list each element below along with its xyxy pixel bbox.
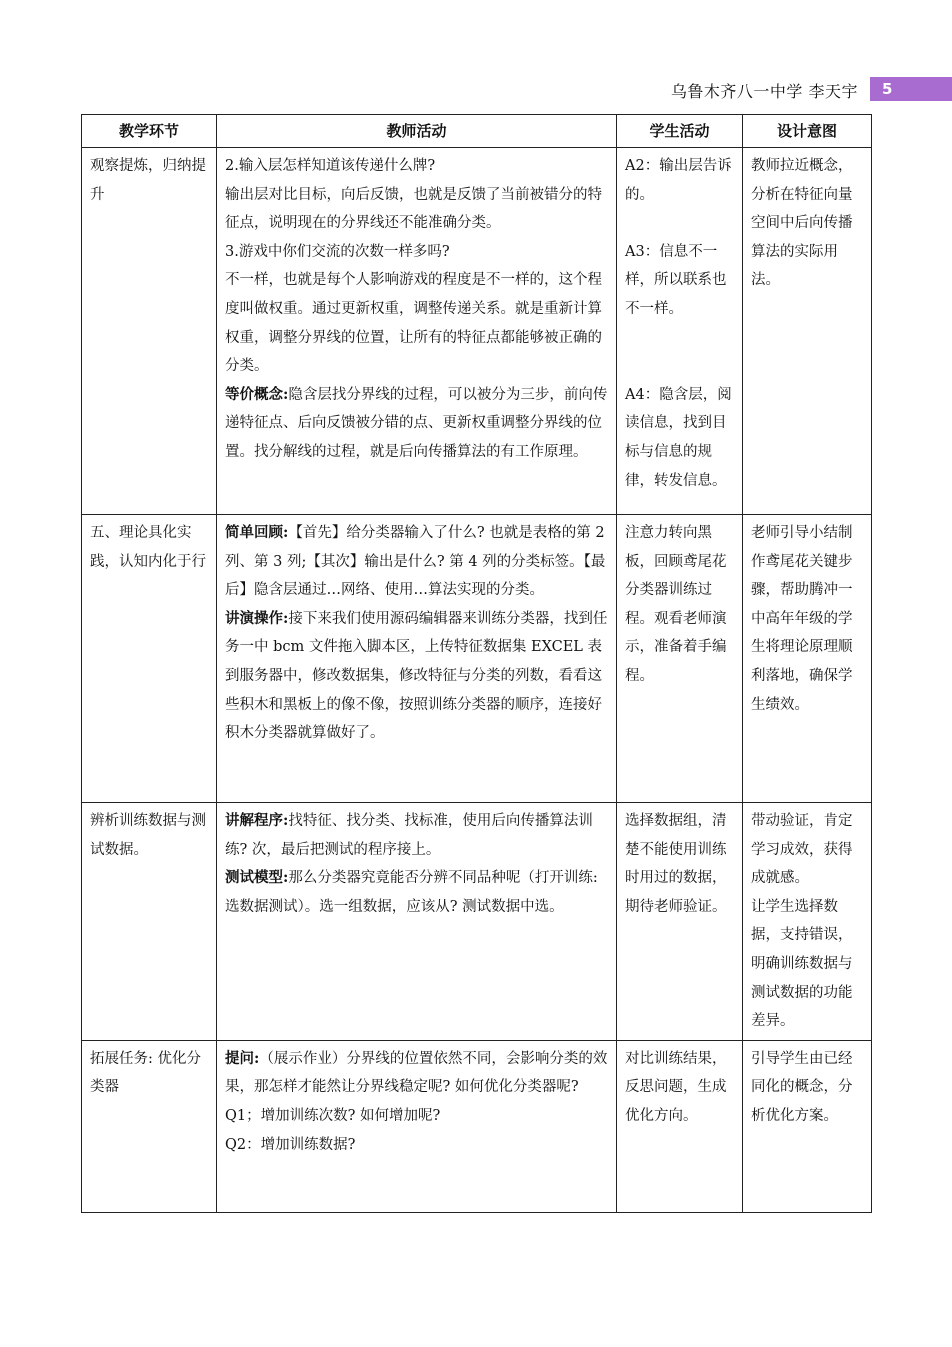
design-paragraph: 老师引导小结制作鸢尾花关键步骤，帮助腾冲一中高年年级的学生将理论原理顺利落地，确保学生绩效。	[751, 525, 853, 713]
teacher-paragraph: 测试模型:那么分类器究竟能否分辨不同品种呢（打开训练: 选数据测试）。选一组数据，应该从? 测试数据中选。	[225, 869, 598, 915]
teacher-paragraph: 不一样，也就是每个人影响游戏的程度是不一样的，这个程度叫做权重。通过更新权重，调整传递关系。就是重新计算权重，调整分界线的位置，让所有的特征点都能够被正确的分类。	[225, 272, 602, 375]
stage-cell: 拓展任务: 优化分类器	[82, 1040, 217, 1212]
student-paragraph: A2：输出层告诉的。	[625, 158, 732, 203]
table-header-row	[82, 115, 872, 148]
student-paragraph: 对比训练结果，反思问题，生成优化方向。	[625, 1050, 727, 1124]
column-header: 设计意图	[743, 115, 872, 148]
design-paragraph: 引导学生由已经同化的概念，分析优化方案。	[751, 1050, 853, 1124]
teacher-paragraph: 讲演操作:接下来我们使用源码编辑器来训练分类器，找到任务一中 bcm 文件拖入脚本区，上传特征数据集 EXCEL 表到服务器中，修改数据集，修改特征与分类的列数，看看这些积木和黑板上的像不像，按照训练分类器的顺序，连接好积木分类器就算做好了。	[225, 609, 608, 742]
design-paragraph: 带动验证，肯定学习成效，获得成就感。	[751, 813, 853, 887]
teacher-paragraph: 提问:（展示作业）分界线的位置依然不同，会影响分类的效果，那怎样才能然让分界线稳定呢? 如何优化分类器呢?	[225, 1049, 608, 1096]
student-paragraph: A4：隐含层，阅读信息，找到目标与信息的规律，转发信息。	[625, 386, 732, 489]
student-paragraph: 注意力转向黑板，回顾鸢尾花分类器训练过程。观看老师演示，准备着手编程。	[625, 525, 727, 684]
header-author: 乌鲁木齐八一中学 李天宇	[670, 82, 858, 101]
teacher-paragraph: 3.游戏中你们交流的次数一样多吗?	[225, 243, 450, 260]
teacher-cell	[217, 515, 617, 803]
student-cell	[617, 148, 743, 515]
table-row	[82, 515, 872, 803]
design-paragraph: 教师拉近概念，分析在特征向量空间中后向传播算法的实际用法。	[751, 158, 853, 289]
teacher-paragraph: 讲解程序:找特征、找分类、找标准，使用后向传播算法训练? 次，最后把测试的程序接上。	[225, 812, 593, 858]
student-spacer	[625, 209, 735, 238]
teacher-paragraph: Q1；增加训练次数? 如何增加呢?	[225, 1107, 441, 1124]
teacher-paragraph: 简单回顾:【首先】给分类器输入了什么? 也就是表格的第 2 列、第 3 列;【其次】输出是什么? 第 4 列的分类标签。【最后】隐含层通过…网络、使用…算法实现的分类。	[225, 524, 606, 599]
table-row	[82, 1040, 872, 1212]
teacher-paragraph: 等价概念:隐含层找分界线的过程，可以被分为三步，前向传递特征点、后向反馈被分错的点、更新权重调整分界线的位置。找分解线的过程，就是后向传播算法的有工作原理。	[225, 385, 608, 460]
table-row	[82, 148, 872, 515]
student-paragraph: 选择数据组，清楚不能使用训练时用过的数据，期待老师验证。	[625, 813, 727, 915]
column-header: 教学环节	[82, 115, 217, 148]
teacher-paragraph: Q2：增加训练数据?	[225, 1136, 356, 1153]
design-cell	[743, 515, 872, 803]
student-cell	[617, 1040, 743, 1212]
student-paragraph: A3：信息不一样，所以联系也不一样。	[625, 243, 727, 317]
column-header: 教师活动	[217, 115, 617, 148]
lesson-plan-table	[81, 114, 872, 1213]
student-cell	[617, 803, 743, 1041]
teacher-cell	[217, 148, 617, 515]
student-spacer	[625, 352, 735, 381]
column-header: 学生活动	[617, 115, 743, 148]
page-header	[0, 77, 952, 103]
table-row	[82, 803, 872, 1041]
teacher-cell	[217, 803, 617, 1041]
page-number: 5	[870, 77, 952, 101]
design-cell	[743, 148, 872, 515]
teacher-paragraph: 2.输入层怎样知道该传递什么牌?	[225, 158, 436, 174]
design-paragraph: 让学生选择数据，支持错误，明确训练数据与测试数据的功能差异。	[751, 898, 853, 1030]
design-cell	[743, 1040, 872, 1212]
stage-cell: 观察提炼，归纳提升	[82, 148, 217, 515]
stage-cell: 辨析训练数据与测试数据。	[82, 803, 217, 1041]
student-cell	[617, 515, 743, 803]
stage-cell: 五、理论具化实践，认知内化于行	[82, 515, 217, 803]
design-cell	[743, 803, 872, 1041]
teacher-cell	[217, 1040, 617, 1212]
student-spacer	[625, 324, 735, 353]
teacher-paragraph: 输出层对比目标，向后反馈，也就是反馈了当前被错分的特征点，说明现在的分界线还不能准确分类。	[225, 186, 602, 232]
